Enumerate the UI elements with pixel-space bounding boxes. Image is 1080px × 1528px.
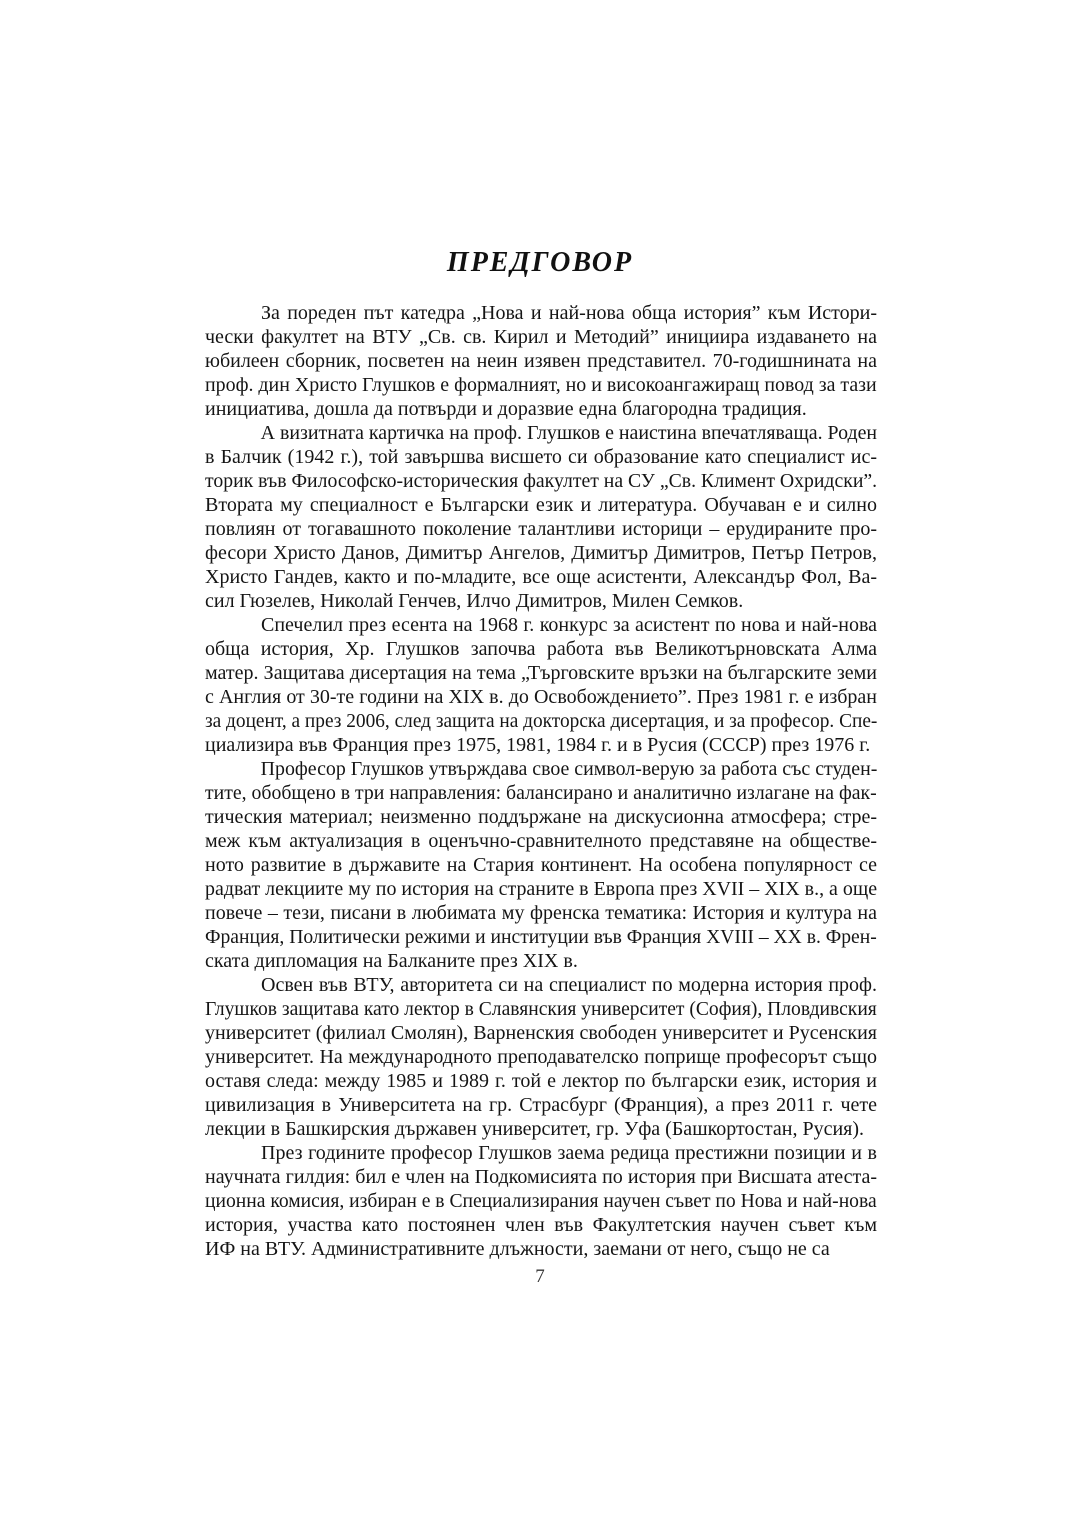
text-line: проф. дин Христо Глушков е формалният, но и високоангажиращ повод за тази: [205, 374, 877, 396]
text-line: в Балчик (1942 г.), той завършва висшето си образование като специалист ис-: [205, 446, 877, 468]
text-line: университет. На международното преподавателско поприще професорът също: [205, 1046, 877, 1068]
text-line: циализира във Франция през 1975, 1981, 1984 г. и в Русия (СССР) през 1976 г.: [205, 734, 871, 756]
text-line: матер. Защитава дисертация на тема „Търговските връзки на българските земи: [205, 662, 877, 684]
text-line: Глушков защитава като лектор в Славянския университет (София), Пловдивския: [205, 998, 877, 1020]
text-line: Втората му специалност е Български език и литература. Обучаван е и силно: [205, 494, 877, 516]
text-line: Професор Глушков утвърждава свое символ-верую за работа със студен-: [260, 758, 878, 780]
text-line: повече – тези, писани в любимата му френска тематика: История и култура на: [205, 902, 877, 924]
text-block: [205, 301, 877, 1261]
text-line: ската дипломация на Балканите през XIX в.: [205, 950, 578, 972]
text-line: обща история, Хр. Глушков започва работа във Великотърновската Алма: [205, 638, 877, 660]
text-line: лекции в Башкирския държавен университет, гр. Уфа (Башкортостан, Русия).: [205, 1118, 865, 1140]
text-line: повлиян от тогавашното поколение талантливи историци – ерудираните про-: [205, 518, 877, 540]
text-line: история, участва като постоянен член във Факултетския научен съвет към: [205, 1214, 877, 1236]
paragraph: [205, 421, 877, 613]
text-line: сил Гюзелев, Николай Генчев, Илчо Димитров, Милен Семков.: [205, 590, 744, 612]
text-line: За пореден път катедра „Нова и най-нова обща история” към Истори-: [261, 302, 877, 324]
text-line: оставя следа: между 1985 и 1989 г. той е лектор по български език, история и: [205, 1070, 877, 1092]
text-line: университет (филиал Смолян), Варненския свободен университет и Русенския: [205, 1022, 877, 1044]
text-line: ционна комисия, избиран е в Специализирания научен съвет по Нова и най-нова: [205, 1190, 877, 1212]
text-line: А визитната картичка на проф. Глушков е наистина впечатляваща. Роден: [260, 422, 878, 444]
paragraph: [205, 301, 877, 421]
page-title: ПРЕДГОВОР: [446, 247, 634, 278]
text-line: чески факултет на ВТУ „Св. св. Кирил и Методий” инициира издаването на: [205, 326, 877, 348]
text-line: юбилеен сборник, посветен на неин изявен представител. 70-годишнината на: [205, 350, 877, 372]
paragraph: [205, 613, 877, 757]
paragraph: [205, 973, 877, 1141]
page-number: 7: [535, 1266, 545, 1287]
paragraph: [205, 757, 877, 973]
text-line: цивилизация в Университета на гр. Страсбург (Франция), а през 2011 г. чете: [205, 1094, 877, 1116]
text-line: с Англия от 30-те години на XIX в. до Освобождението”. През 1981 г. е избран: [205, 686, 877, 708]
text-line: фесори Христо Данов, Димитър Ангелов, Димитър Димитров, Петър Петров,: [205, 542, 877, 564]
text-line: тическия материал; неизменно поддържане на дискусионна атмосфера; стре-: [205, 806, 877, 828]
text-line: Франция, Политически режими и институции във Франция XVIII – XX в. Френ-: [205, 926, 877, 948]
text-line: меж към актуализация в оценъчно-сравнителното представяне на обществе-: [205, 830, 877, 852]
text-line: за доцент, а през 2006, след защита на докторска дисертация, и за професор. Спе-: [205, 710, 878, 732]
text-line: Спечелил през есента на 1968 г. конкурс за асистент по нова и най-нова: [261, 614, 877, 636]
text-line: Освен във ВТУ, авторитета си на специалист по модерна история проф.: [261, 974, 877, 996]
text-line: научната гилдия: бил е член на Подкомисията по история при Висшата атеста-: [205, 1166, 877, 1188]
text-line: ното развитие в държавите на Стария континент. На особена популярност се: [205, 854, 877, 876]
text-line: тите, обобщено в три направления: балансирано и аналитично излагане на фак-: [205, 782, 877, 804]
text-line: През годините професор Глушков заема редица престижни позиции и в: [261, 1142, 877, 1164]
text-line: торик във Философско-историческия факултет на СУ „Св. Климент Охридски”.: [205, 470, 878, 492]
paragraph: [205, 1141, 877, 1261]
text-line: ИФ на ВТУ. Административните длъжности, заемани от него, също не са: [205, 1238, 830, 1260]
text-line: радват лекциите му по история на страните в Европа през XVII – XIX в., а още: [205, 878, 878, 900]
text-line: инициатива, дошла да потвърди и доразвие една благородна традиция.: [205, 398, 807, 420]
text-line: Христо Гандев, както и по-младите, все още асистенти, Александър Фол, Ва-: [205, 566, 877, 588]
